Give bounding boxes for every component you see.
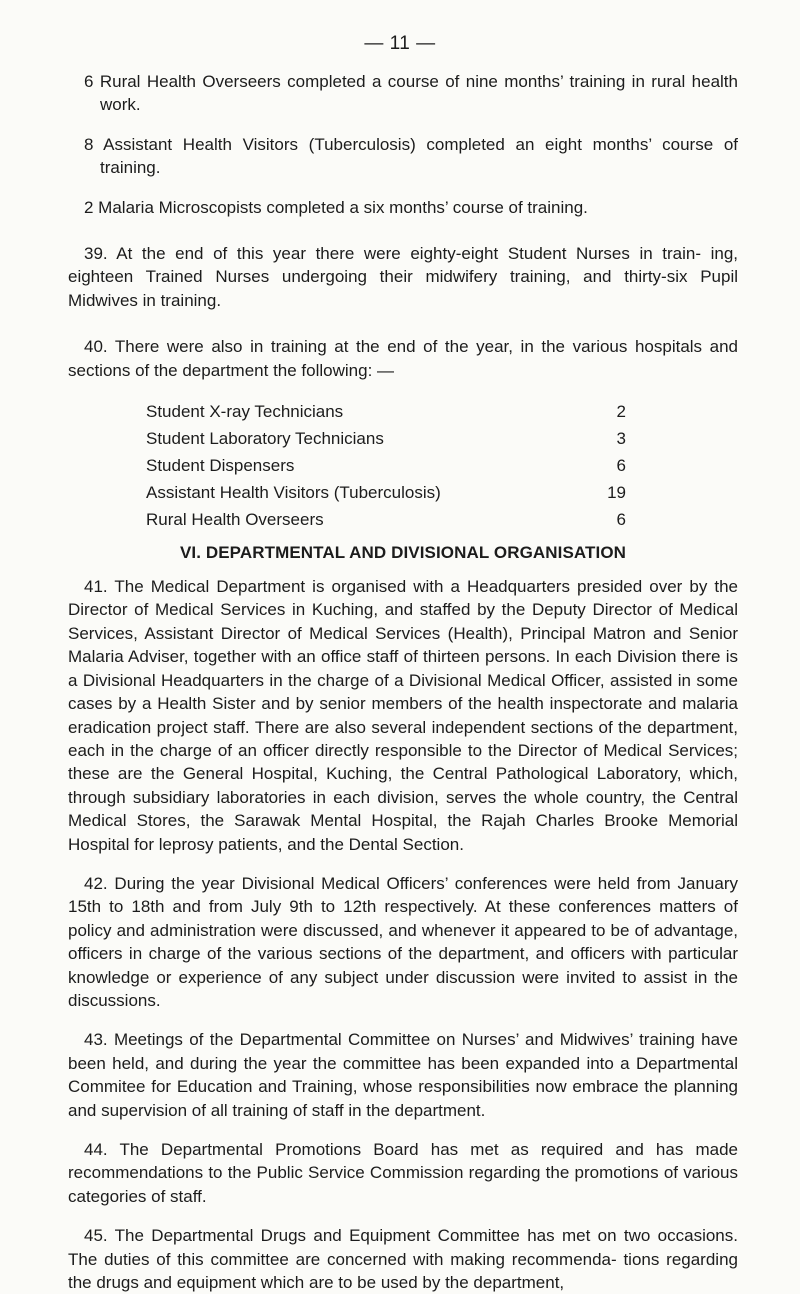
- trainee-count: 2: [616, 401, 626, 421]
- trainee-name: Rural Health Overseers: [146, 509, 324, 529]
- paragraph-45: 45. The Departmental Drugs and Equipment Committee has met on two occasions. The duties of this committee are concerned with making recommenda- tions regarding the drugs and equipment which are to be used by the department,: [68, 1226, 738, 1293]
- trainee-count: 3: [616, 428, 626, 448]
- page-number: — 11 —: [364, 33, 436, 54]
- trainee-name: Student X-ray Technicians: [146, 401, 344, 421]
- table-row: [146, 479, 626, 506]
- table-row: [146, 398, 626, 425]
- paragraph-42: 42. During the year Divisional Medical Officers’ conferences were held from January 15th to 18th and from July 9th to 12th respectively. At these conferences matters of policy and administration were discussed, and whenever it appeared to be of advantage, officers in charge of the various sections of the department, and officers with particular knowledge or experience of any subject under discussion were invited to assist in the discussions.: [68, 873, 738, 1010]
- trainee-name: Assistant Health Visitors (Tuberculosis): [146, 482, 441, 502]
- trainee-count: 6: [616, 509, 626, 529]
- trainee-name: Student Laboratory Technicians: [146, 428, 384, 448]
- paragraph-41: 41. The Medical Department is organised with a Headquarters presided over by the Director of Medical Services in Kuching, and staffed by the Deputy Director of Medical Services, Assistant Director of Medical Services (Health), Principal Matron and Senior Malaria Adviser, together with an office staff of thirteen persons. In each Division there is a Divisional Headquarters in the charge of a Divisional Medical Officer, assisted in some cases by a Health Sister and by senior members of the health inspectorate and malaria eradication project staff. There are also several independent sections of the department, each in the charge of an officer directly responsible to the Director of Medical Services; these are the General Hospital, Kuching, the Central Pathological Laboratory, which, through subsidiary laboratories in each division, serves the whole country, the Central Medical Stores, the Sarawak Mental Hospital, the Rajah Charles Brooke Memorial Hospital for leprosy patients, and the Dental Section.: [68, 577, 738, 854]
- table-row: [146, 452, 626, 479]
- paragraph-39: 39. At the end of this year there were eighty-eight Student Nurses in train- ing, eighteen Trained Nurses undergoing their midwifery training, and thirty-six Pupil Midwives in training.: [68, 244, 738, 310]
- paragraph-43: 43. Meetings of the Departmental Committee on Nurses’ and Midwives’ training have been held, and during the year the committee has been expanded into a Departmental Commitee for Education and Training, whose responsibilities now embrace the planning and supervision of all training of staff in the department.: [68, 1030, 738, 1120]
- page-body: [68, 70, 738, 1294]
- paragraph-40: 40. There were also in training at the end of the year, in the various hospitals and sections of the department the following: —: [68, 337, 738, 380]
- paragraph-44: 44. The Departmental Promotions Board has met as required and has made recommendations to the Public Service Commission regarding the promotions of various categories of staff.: [68, 1140, 738, 1206]
- table-row: [146, 506, 626, 533]
- table-row: [146, 425, 626, 452]
- intro-item: 6 Rural Health Overseers completed a course of nine months’ training in rural health work.: [84, 72, 738, 115]
- intro-item: 8 Assistant Health Visitors (Tuberculosis) completed an eight months’ course of training.: [84, 134, 738, 178]
- trainee-name: Student Dispensers: [146, 455, 295, 475]
- intro-item: 2 Malaria Microscopists completed a six months’ course of training.: [84, 197, 588, 217]
- section-heading: VI. DEPARTMENTAL AND DIVISIONAL ORGANISATION: [179, 543, 627, 563]
- trainee-count: 6: [616, 455, 626, 475]
- trainee-count: 19: [607, 482, 626, 502]
- trainee-table: [146, 398, 626, 533]
